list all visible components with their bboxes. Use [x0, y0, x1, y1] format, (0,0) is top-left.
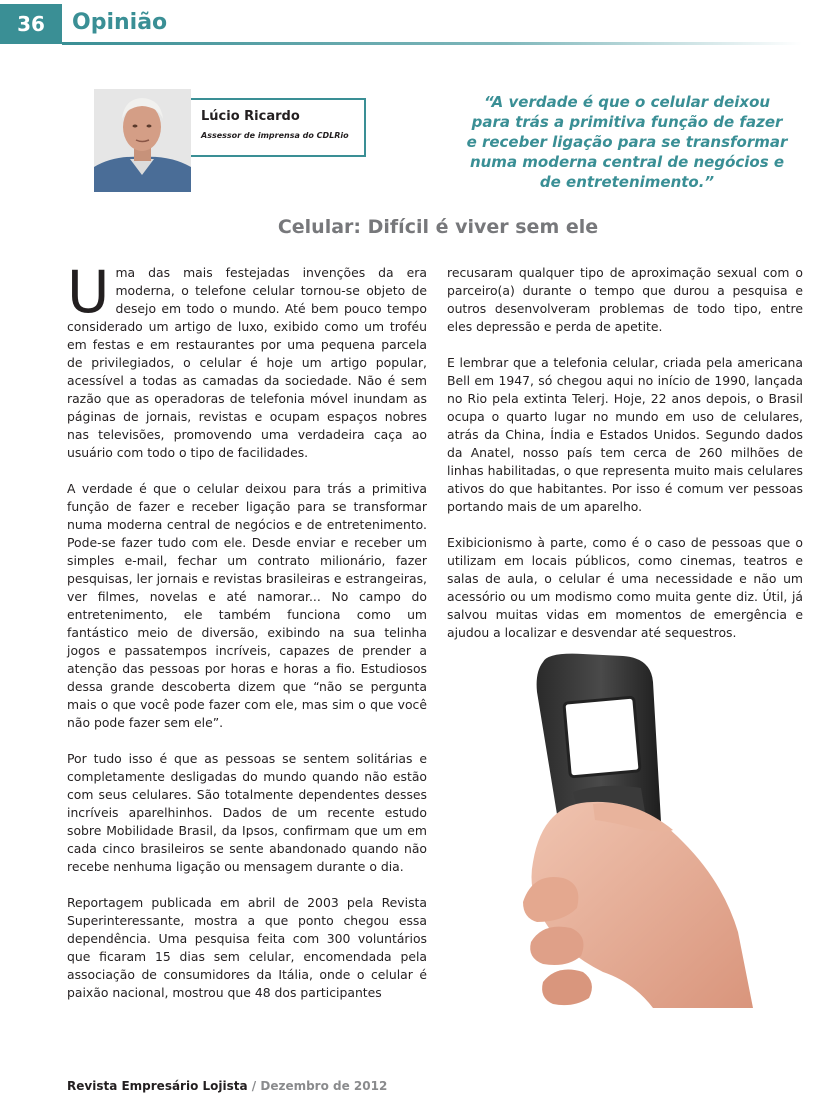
author-role: Assessor de imprensa do CDLRio: [201, 131, 349, 140]
paragraph: E lembrar que a telefonia celular, criada pela americana Bell em 1947, só chegou aqui no início de 1990, lançada no Rio pela extinta Telerj. Hoje, 22 anos depois, o Brasil ocupa o quarto lugar no mundo em uso de celulares, atrás da China, Índia e Estados Unidos. Segundo dados da Anatel, nosso país tem cerca de 260 milhões de linhas habilitadas, o que representa muito mais celulares ativos do que habitantes. Por isso é comum ver pessoas portando mais de um aparelho.: [447, 355, 803, 514]
author-portrait-image: [94, 89, 191, 192]
paragraph: recusaram qualquer tipo de aproximação sexual com o parceiro(a) durante o tempo que durou a pesquisa e outros desenvolveram problemas de todo tipo, entre eles depressão e perda de apetite.: [447, 265, 803, 334]
paragraph: [67, 258, 427, 462]
paragraph: A verdade é que o celular deixou para trás a primitiva função de fazer e receber ligação para se transformar numa moderna central de negócios e de entretenimento. Pode-se fazer tudo com ele. Desde enviar e receber um simples e-mail, fechar um contrato milionário, fazer pesquisas, ler jornais e revistas brasileiras e estrangeiras, ver filmes, novelas e até namorar... No campo do entretenimento, ele também funciona como um fantástico meio de diversão, exibindo na sua telinha jogos e passatempos incríveis, capazes de prender a atenção das pessoas por horas e horas a fio. Estudiosos dessa grande descoberta dizem que “não se pergunta mais o que você pode fazer com ele, mas sim o que você não pode fazer sem ele”.: [67, 481, 427, 730]
hand-holding-phone-image: [523, 652, 753, 1008]
phone-icon: [523, 652, 753, 1008]
section-title: Opinião: [72, 10, 168, 35]
article-column-right: [447, 264, 803, 660]
article-headline: Celular: Difícil é viver sem ele: [277, 216, 599, 238]
footer-magazine: Revista Empresário Lojista: [67, 1079, 248, 1093]
author-byline: [191, 98, 366, 157]
paragraph: Por tudo isso é que as pessoas se sentem solitárias e completamente desligadas do mundo quando não estão com seus celulares. São totalmente dependentes desses incríveis aparelhinhos. Dados de um recente estudo sobre Mobilidade Brasil, da Ipsos, confirmam que um em cada cinco brasileiros se sente abandonado quando não recebe nenhuma ligação ou mensagem durante o dia.: [67, 751, 427, 874]
paragraph: Reportagem publicada em abril de 2003 pela Revista Superinteressante, mostra a que ponto chegou essa dependência. Uma pesquisa feita com 300 voluntários que ficaram 15 dias sem celular, encomendada pela associação de consumidores da Itália, onde o celular é paixão nacional, mostrou que 48 dos participantes: [67, 895, 427, 1000]
header-rule: [62, 42, 802, 45]
page-number: 36: [0, 4, 62, 44]
paragraph-text: ma das mais festejadas invenções da era moderna, o telefone celular tornou-se objeto de desejo em todo o mundo. Até bem pouco tempo considerado um artigo de luxo, exibido como um troféu em festas e em restaurantes por uma pequena parcela de privilegiados, o celular é hoje um artigo popular, acessível a todas as camadas da sociedade. Não é sem razão que as operadoras de telefonia móvel inundam as páginas de jornais, revistas e ocupam espaços nobres nas televisões, promovendo uma verdadeira caça ao usuário com todo o tipo de facilidades.: [67, 265, 427, 460]
footer-separator: /: [247, 1079, 261, 1093]
article-column-left: [67, 258, 427, 1020]
paragraph: Exibicionismo à parte, como é o caso de pessoas que o utilizam em locais públicos, como cinemas, teatros e salas de aula, o celular é uma necessidade e não um acessório ou um modismo como muita gente diz. Útil, já salvou muitas vidas em momentos de emergência e ajudou a localizar e desvendar até sequestros.: [447, 535, 803, 640]
footer-date: Dezembro de 2012: [260, 1079, 388, 1093]
page-footer: [67, 1079, 387, 1093]
author-photo: [94, 89, 191, 192]
page-header: [0, 0, 827, 46]
author-name: Lúcio Ricardo: [201, 109, 300, 124]
pull-quote: “A verdade é que o celular deixou para trás a primitiva função de fazer e receber ligação para se transformar numa moderna central de negócios e de entretenimento.”: [466, 93, 788, 191]
drop-cap: U: [67, 258, 110, 326]
